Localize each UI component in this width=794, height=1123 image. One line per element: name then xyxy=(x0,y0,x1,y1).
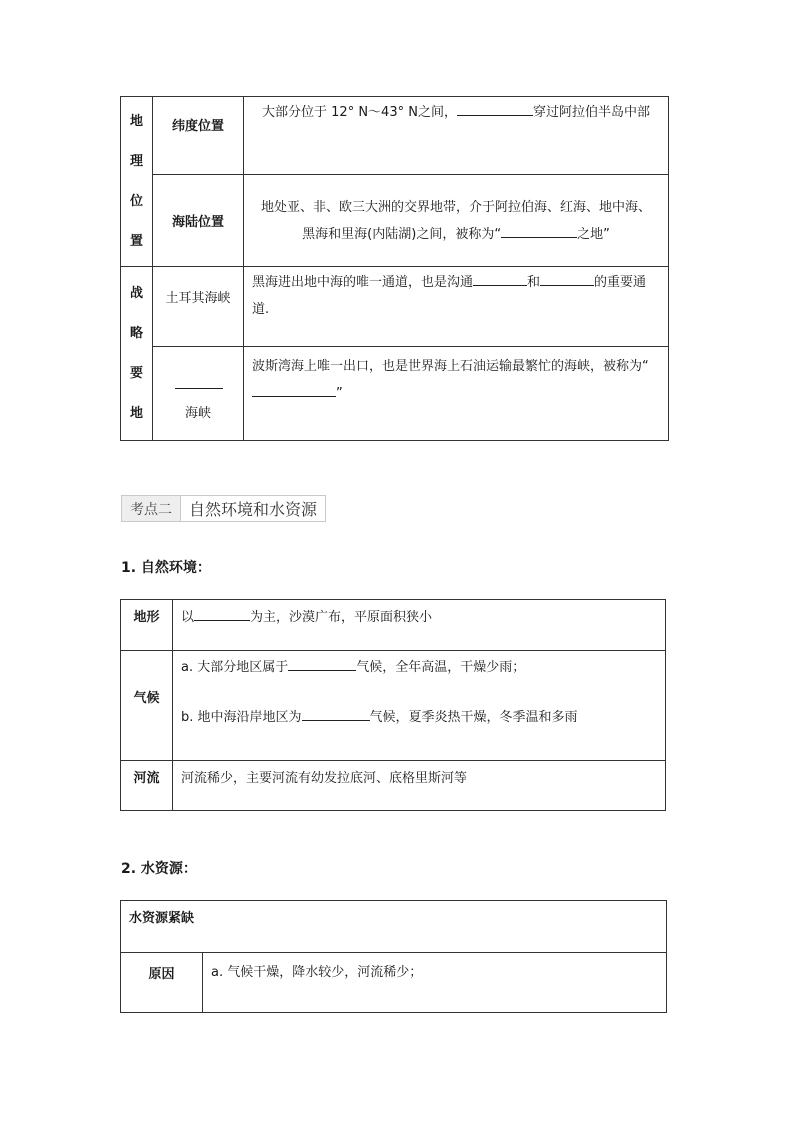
geo-group-char: 地 xyxy=(129,113,143,129)
hormuz-text-a: 波斯湾海上唯一出口，也是世界海上石油运输最繁忙的海峡，被称为“ xyxy=(252,359,649,374)
turkish-strait-text xyxy=(244,267,669,347)
fill-blank[interactable] xyxy=(540,273,594,286)
geo-group-char: 位 xyxy=(129,193,143,209)
fill-blank[interactable] xyxy=(501,224,577,237)
latitude-text-a: 大部分位于 12° N～43° N之间， xyxy=(262,105,457,120)
terrain-text xyxy=(173,600,666,651)
fill-blank[interactable] xyxy=(252,384,336,397)
strategic-group-char: 战 xyxy=(129,285,143,301)
climate-label: 气候 xyxy=(121,651,173,761)
land-sea-text xyxy=(244,175,669,267)
latitude-text-b: 穿过阿拉伯半岛中部 xyxy=(532,105,650,120)
strategic-group-char: 地 xyxy=(129,405,143,421)
fill-blank[interactable] xyxy=(175,376,223,389)
climate-line-a-text: a. 大部分地区属于 xyxy=(181,660,289,675)
climate-line-a-tail: 气候，全年高温，干燥少雨； xyxy=(356,660,526,675)
section-title: 自然环境和水资源 xyxy=(189,500,318,519)
rivers-text: 河流稀少，主要河流有幼发拉底河、底格里斯河等 xyxy=(173,761,666,811)
water-shortage-header: 水资源紧缺 xyxy=(121,901,667,953)
geo-group-char: 理 xyxy=(129,153,143,169)
turkish-strait-label: 土耳其海峡 xyxy=(153,267,244,347)
turkish-strait-text-a: 黑海进出地中海的唯一通道，也是沟通 xyxy=(252,275,474,290)
latitude-label: 纬度位置 xyxy=(153,97,244,175)
geo-group-char: 置 xyxy=(129,233,143,249)
strait-label: 海峡 xyxy=(184,405,211,421)
land-sea-text-a: 地处亚、非、欧三大洲的交界地带，介于阿拉伯海、红海、地中海、黑海和里海(内陆湖)之间，被称为“ xyxy=(260,199,651,242)
strategic-group-char: 略 xyxy=(129,325,143,341)
turkish-strait-text-b: 的重要通道. xyxy=(252,275,647,317)
climate-line-a xyxy=(181,657,657,679)
strait-cell xyxy=(153,347,244,441)
location-table xyxy=(120,96,669,441)
fill-blank[interactable] xyxy=(288,658,356,671)
climate-text xyxy=(173,651,666,761)
turkish-strait-text-mid: 和 xyxy=(527,275,541,290)
geo-location-group-cell xyxy=(121,97,153,267)
terrain-text-b: 为主，沙漠广布，平原面积狭小 xyxy=(250,610,433,625)
fill-blank[interactable] xyxy=(473,273,527,286)
terrain-text-a: 以 xyxy=(181,610,195,625)
natural-env-table xyxy=(120,599,666,811)
water-resources-heading: 2. 水资源： xyxy=(121,861,197,877)
natural-env-heading: 1. 自然环境： xyxy=(121,560,211,576)
strait-name-blank-wrap xyxy=(153,364,243,404)
strategic-group-char: 要 xyxy=(129,365,143,381)
strategic-group-cell xyxy=(121,267,153,441)
hormuz-text-b: ” xyxy=(336,386,343,401)
fill-blank[interactable] xyxy=(302,708,370,721)
land-sea-label: 海陆位置 xyxy=(153,175,244,267)
fill-blank[interactable] xyxy=(457,103,533,116)
fill-blank[interactable] xyxy=(194,608,250,621)
latitude-text xyxy=(244,97,669,175)
water-table xyxy=(120,900,667,1013)
climate-line-b-tail: 气候，夏季炎热干燥，冬季温和多雨 xyxy=(369,710,578,725)
climate-line-b-text: b. 地中海沿岸地区为 xyxy=(181,710,302,725)
climate-line-b xyxy=(181,707,657,729)
section-tag-label: 考点二 xyxy=(122,496,181,521)
land-sea-text-b: 之地” xyxy=(577,226,610,242)
terrain-label: 地形 xyxy=(121,600,173,651)
rivers-label: 河流 xyxy=(121,761,173,811)
section-tag xyxy=(121,495,326,522)
cause-label: 原因 xyxy=(121,953,203,1013)
hormuz-text xyxy=(244,347,669,441)
cause-text: a. 气候干燥，降水较少，河流稀少； xyxy=(203,953,667,1013)
